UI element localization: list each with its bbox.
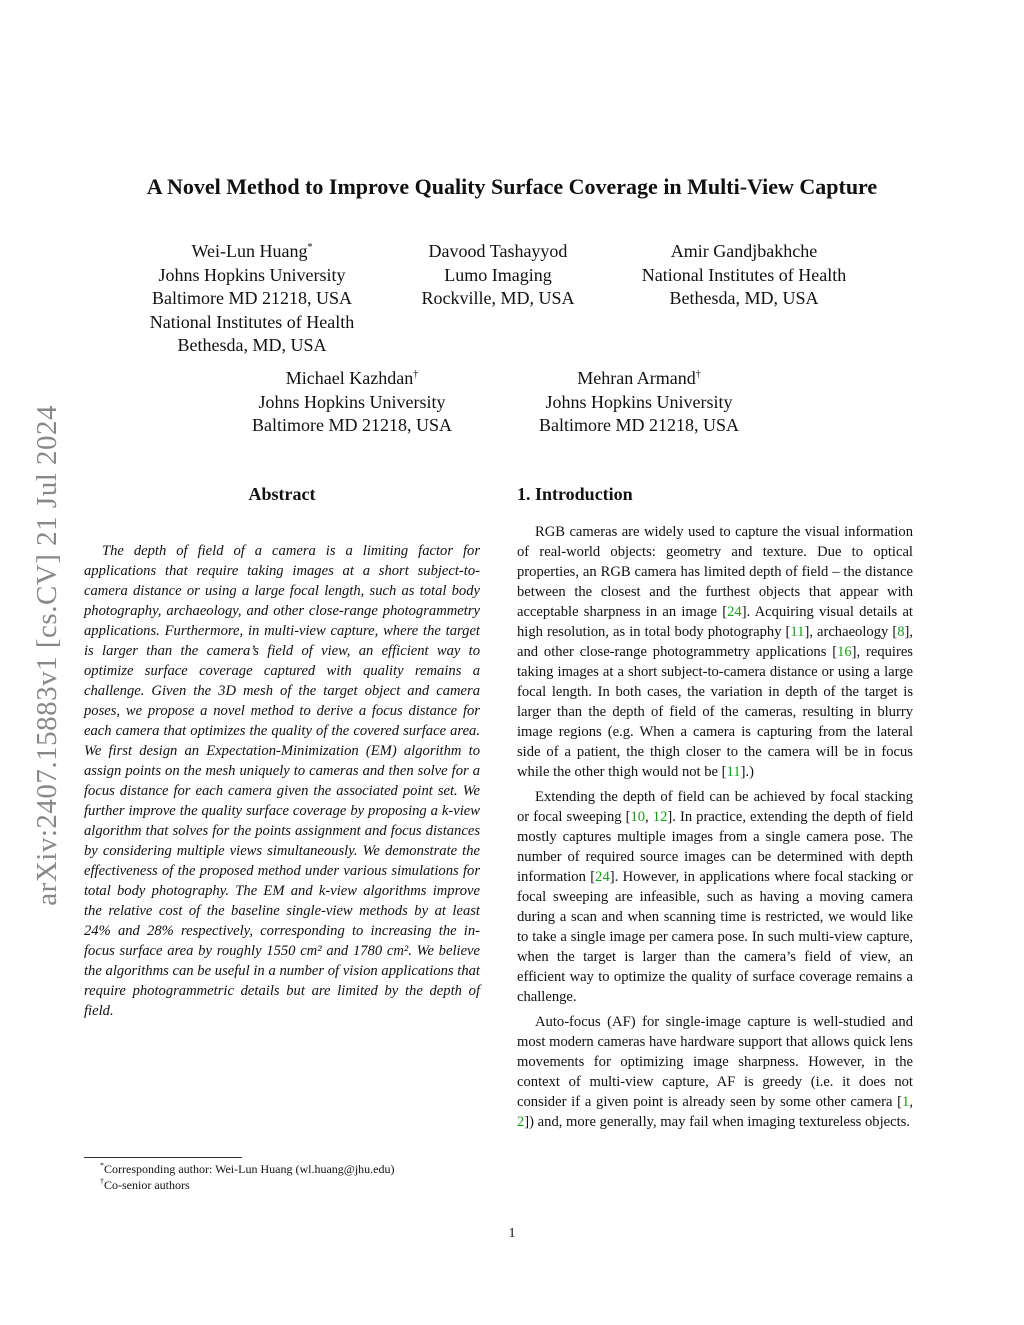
intro-paragraph <box>517 1012 913 1132</box>
author-name-line <box>519 367 759 391</box>
footnote-mark: * <box>100 1161 104 1170</box>
author-affiliation-line: Baltimore MD 21218, USA <box>152 288 352 308</box>
intro-text: ], and other close-range photogrammetry applications [ <box>517 624 913 660</box>
author-affiliation-line: Rockville, MD, USA <box>421 288 575 308</box>
author-mark: * <box>307 242 313 253</box>
citation-link[interactable]: 12 <box>652 809 668 825</box>
author-name: Michael Kazhdan <box>285 368 414 388</box>
page-number: 1 <box>508 1226 516 1241</box>
author-name: Wei-Lun Huang <box>191 241 308 261</box>
author-block <box>132 240 372 358</box>
intro-text: , <box>645 809 653 825</box>
abstract-text: The depth of field of a camera is a limiting factor for applications that require taking images at a short subject-to-camera distance or using a large focal length, such as total body photography, archaeology, and other close-range photogrammetry applications. Furthermore, in multi-view capture, where the target is larger than the camera’s field of view, an efficient way to optimize surface coverage captured with quality remains a challenge. Given the 3D mesh of the target object and camera poses, we propose a novel method to derive a focus distance for each camera that optimizes the quality of the covered surface area. We first design an Expectation-Minimization (EM) algorithm to assign points on the mesh uniquely to cameras and then solve for a focus distance for each camera given the associated point set. We further improve the quality surface coverage by proposing a k-view algorithm that solves for the points assignment and focus distances by considering multiple views simultaneously. We demonstrate the effectiveness of the proposed method under various simulations for total body photography. The EM and k-view algorithms improve the relative cost of the baseline single-view methods by at least 24% and 28% respectively, corresponding to increasing the in-focus surface area by roughly 1550 cm² and 1780 cm². We believe the algorithms can be useful in a number of vision applications that require photogrammetric details but are limited by the depth of field. <box>84 543 480 1019</box>
footnote-text: Co-senior authors <box>104 1178 190 1192</box>
citation-link[interactable]: 24 <box>595 869 610 885</box>
author-name: Amir Gandjbakhche <box>670 241 818 261</box>
author-mark: † <box>413 369 419 380</box>
footnote-text: Corresponding author: Wei-Lun Huang (wl.huang@jhu.edu) <box>104 1162 395 1176</box>
introduction-body <box>517 522 913 1137</box>
intro-text: ]. However, in applications where focal stacking or focal sweeping are infeasible, such as having a moving camera during a scan and when scanning time is restricted, we would like to take a single image per camera pose. In such multi-view capture, when the target is larger than the camera’s field of view, an efficient way to optimize the quality of surface coverage remains a challenge. <box>517 869 913 1005</box>
author-affiliation-line: National Institutes of Health <box>641 264 847 285</box>
author-block <box>519 367 759 438</box>
author-affiliation-line: Johns Hopkins University <box>158 264 346 285</box>
author-affiliation-line: Johns Hopkins University <box>258 391 446 412</box>
introduction-heading: 1. Introduction <box>517 484 633 504</box>
citation-link[interactable]: 1 <box>902 1094 910 1110</box>
author-affiliation-line: Baltimore MD 21218, USA <box>252 415 452 435</box>
intro-text: ]. Acquiring visual details at high resolution, as in total body photography [ <box>517 604 913 640</box>
author-affiliation-line: National Institutes of Health <box>149 311 355 332</box>
author-block <box>232 367 472 438</box>
citation-link[interactable]: 11 <box>726 764 741 780</box>
footnote-mark: † <box>100 1177 104 1186</box>
author-name-line <box>232 367 472 391</box>
author-name: Davood Tashayyod <box>428 241 568 261</box>
intro-text: ]. In practice, extending the depth of field mostly captures multiple images from a single camera pose. The number of required source images can be determined with depth information [ <box>517 809 914 885</box>
author-block <box>388 240 608 311</box>
citation-link[interactable]: 24 <box>727 604 742 620</box>
author-affiliation-line: Johns Hopkins University <box>545 391 733 412</box>
author-block <box>620 240 868 311</box>
intro-text: ].) <box>740 764 754 780</box>
author-affiliation-line: Bethesda, MD, USA <box>669 288 819 308</box>
intro-text: Auto-focus (AF) for single-image capture is well-studied and most modern cameras have hardware support that allows quick lens movements for optimizing image sharpness. However, in the context of multi-view capture, AF is greedy (i.e. it does not consider if a given point is already seen by some other camera [ <box>517 1014 913 1110</box>
footnotes <box>84 1161 484 1193</box>
intro-text: , <box>909 1094 913 1110</box>
arxiv-identifier <box>26 370 68 940</box>
intro-paragraph <box>517 522 913 782</box>
intro-text: ], archaeology [ <box>804 624 898 640</box>
footnote <box>84 1161 484 1177</box>
intro-text: Extending the depth of field can be achieved by focal stacking or focal sweeping [ <box>517 789 913 825</box>
footnote <box>84 1177 484 1193</box>
intro-text: ], requires taking images at a short subject-to-camera distance or using a large focal length. In both cases, the variation in depth of the target is larger than the depth of field of the cameras, resulting in blurry image regions (e.g. When a camera is capturing from the lateral side of a patient, the thigh closer to the camera will be in focus while the other thigh would not be [ <box>517 644 913 780</box>
citation-link[interactable]: 8 <box>897 624 905 640</box>
author-name-line <box>132 240 372 264</box>
author-affiliation-line: Bethesda, MD, USA <box>177 335 327 355</box>
abstract-heading: Abstract <box>248 484 316 504</box>
citation-link[interactable]: 11 <box>790 624 805 640</box>
author-name-line <box>388 240 608 264</box>
intro-text: RGB cameras are widely used to capture the visual information of real-world objects: geometry and texture. Due to optical properties, an RGB camera has limited depth of field – the distance between the closest and the furthest objects that appear with acceptable sharpness in an image [ <box>517 524 913 620</box>
citation-link[interactable]: 16 <box>837 644 852 660</box>
author-affiliation-line: Lumo Imaging <box>444 264 552 285</box>
intro-paragraph <box>517 787 913 1007</box>
author-mark: † <box>695 369 701 380</box>
intro-text: ]) and, more generally, may fail when imaging textureless objects. <box>524 1114 910 1130</box>
arxiv-id-text: arXiv:2407.15883v1 [cs.CV] 21 Jul 2024 <box>30 404 63 906</box>
citation-link[interactable]: 10 <box>630 809 646 825</box>
author-name: Mehran Armand <box>577 368 696 388</box>
author-name-line <box>620 240 868 264</box>
author-affiliation-line: Baltimore MD 21218, USA <box>539 415 739 435</box>
paper-title: A Novel Method to Improve Quality Surface Coverage in Multi-View Capture <box>146 174 878 199</box>
citation-link[interactable]: 2 <box>517 1114 525 1130</box>
footnote-rule <box>84 1157 242 1158</box>
